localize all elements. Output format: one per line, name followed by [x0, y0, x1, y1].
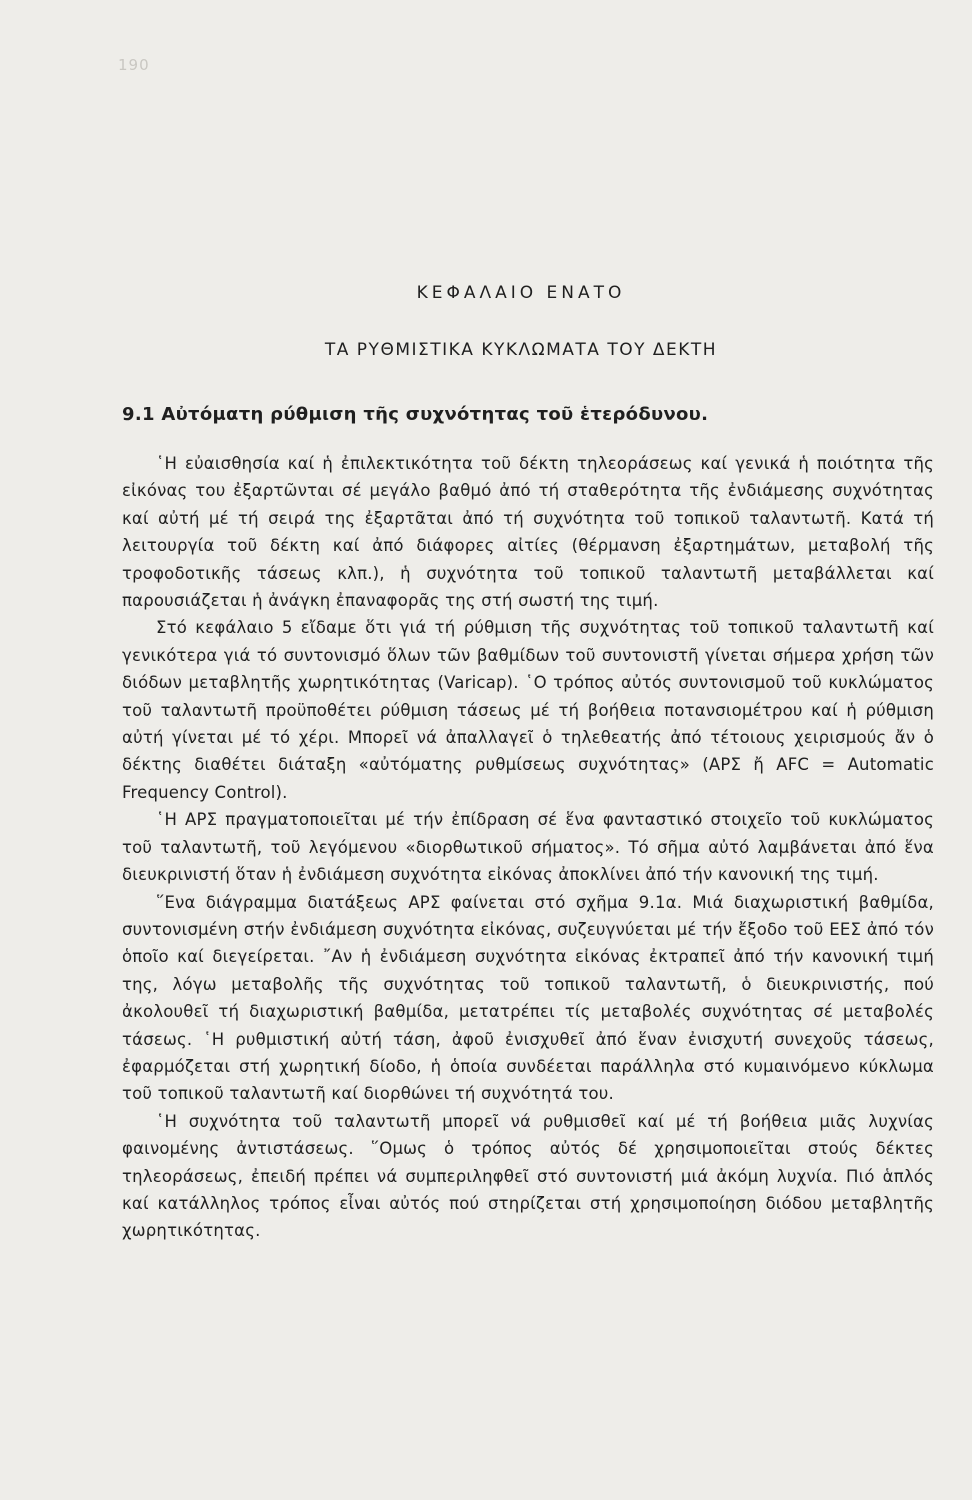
paragraph: ῞Ενα διάγραμμα διατάξεως ΑΡΣ φαίνεται στό σχῆμα 9.1α. Μιά διαχωριστική βαθμίδα, συντονισμένη στήν ἐνδιάμεση συχνότητα εἰκόνας, συζευγνύεται μέ τήν ἔξοδο τοῦ ΕΕΣ ἀπό τόν ὁποῖο καί διεγείρεται. ῎Αν ἡ ἐνδιάμεση συχνότητα εἰκόνας ἐκτραπεῖ ἀπό τήν κανονική τιμή της, λόγω μεταβολῆς τῆς συχνότητας τοῦ τοπικοῦ ταλαντωτῆ, ὁ διευκρινιστής, πού ἀκολουθεῖ τή διαχωριστική βαθμίδα, μετατρέπει τίς μεταβολές συχνότητας σέ μεταβολές τάσεως. ῾Η ρυθμιστική αὐτή τάση, ἀφοῦ ἐνισχυθεῖ ἀπό ἕναν ἐνισχυτή συνεχοῦς τάσεως, ἐφαρμόζεται στή χωρητική δίοδο, ἡ ὁποία συνδέεται παράλληλα στό κυμαινόμενο κύκλωμα τοῦ τοπικοῦ ταλαντωτῆ καί διορθώνει τή συχνότητά του. — [122, 892, 934, 1104]
body-text — [122, 450, 934, 1245]
paragraph: Στό κεφάλαιο 5 εἴδαμε ὅτι γιά τή ρύθμιση τῆς συχνότητας τοῦ τοπικοῦ ταλαντωτῆ καί γενικότερα γιά τό συντονισμό ὅλων τῶν βαθμίδων τοῦ συντονιστῆ γίνεται σήμερα χρήση τῶν διόδων μεταβλητῆς χωρητικότητας (Varicap). ῾Ο τρόπος αὐτός συντονισμοῦ τοῦ κυκλώματος τοῦ ταλαντωτῆ προϋποθέτει ρύθμιση τάσεως μέ τή βοήθεια ποτανσιομέτρου καί ἡ ρύθμιση αὐτή γίνεται μέ τό χέρι. Μπορεῖ νά ἀπαλλαγεῖ ὁ τηλεθεατής ἀπό τέτοιους χειρισμούς ἄν ὁ δέκτης διαθέτει διάταξη «αὐτόματης ρυθμίσεως συχνότητας» (ΑΡΣ ἤ AFC = Automatic Frequency Control). — [122, 618, 934, 802]
section-heading: 9.1 Αὐτόματη ρύθμιση τῆς συχνότητας τοῦ ἑτερόδυνου. — [122, 404, 709, 425]
paragraph: ῾Η ΑΡΣ πραγματοποιεῖται μέ τήν ἐπίδραση σέ ἕνα φανταστικό στοιχεῖο τοῦ κυκλώματος τοῦ ταλαντωτῆ, τοῦ λεγόμενου «διορθωτικοῦ σήματος». Τό σῆμα αὐτό λαμβάνεται ἀπό ἕνα διευκρινιστή ὅταν ἡ ἐνδιάμεση συχνότητα εἰκόνας ἀποκλίνει ἀπό τήν κανονική της τιμή. — [122, 810, 934, 885]
chapter-title: ΤΑ ΡΥΘΜΙΣΤΙΚΑ ΚΥΚΛΩΜΑΤΑ ΤΟΥ ΔΕΚΤΗ — [324, 340, 718, 360]
paragraph: ῾Η συχνότητα τοῦ ταλαντωτῆ μπορεῖ νά ρυθμισθεῖ καί μέ τή βοήθεια μιᾶς λυχνίας φαινομένης ἀντιστάσεως. ῞Ομως ὁ τρόπος αὐτός δέ χρησιμοποιεῖται στούς δέκτες τηλεοράσεως, ἐπειδή πρέπει νά συμπεριληφθεῖ στό συντονιστή μιά ἀκόμη λυχνία. Πιό ἁπλός καί κατάλληλος τρόπος εἶναι αὐτός πού στηρίζεται στή χρησιμοποίηση διόδου μεταβλητῆς χωρητικότητας. — [122, 1111, 934, 1241]
chapter-label: ΚΕΦΑΛΑΙΟ ΕΝΑΤΟ — [416, 283, 626, 303]
page-number: 190 — [118, 56, 150, 74]
paragraph: ῾Η εὐαισθησία καί ἡ ἐπιλεκτικότητα τοῦ δέκτη τηλεοράσεως καί γενικά ἡ ποιότητα τῆς εἰκόνας του ἐξαρτῶνται σέ μεγάλο βαθμό ἀπό τή σταθερότητα τῆς ἐνδιάμεσης συχνότητας καί αὐτή μέ τή σειρά της ἐξαρτᾶται ἀπό τή συχνότητα τοῦ τοπικοῦ ταλαντωτῆ. Κατά τή λειτουργία τοῦ δέκτη καί ἀπό διάφορες αἰτίες (θέρμανση ἐξαρτημάτων, μεταβολή τῆς τροφοδοτικῆς τάσεως κλπ.), ἡ συχνότητα τοῦ τοπικοῦ ταλαντωτῆ μεταβάλλεται καί παρουσιάζεται ἡ ἀνάγκη ἐπαναφορᾶς της στή σωστή της τιμή. — [122, 454, 934, 611]
